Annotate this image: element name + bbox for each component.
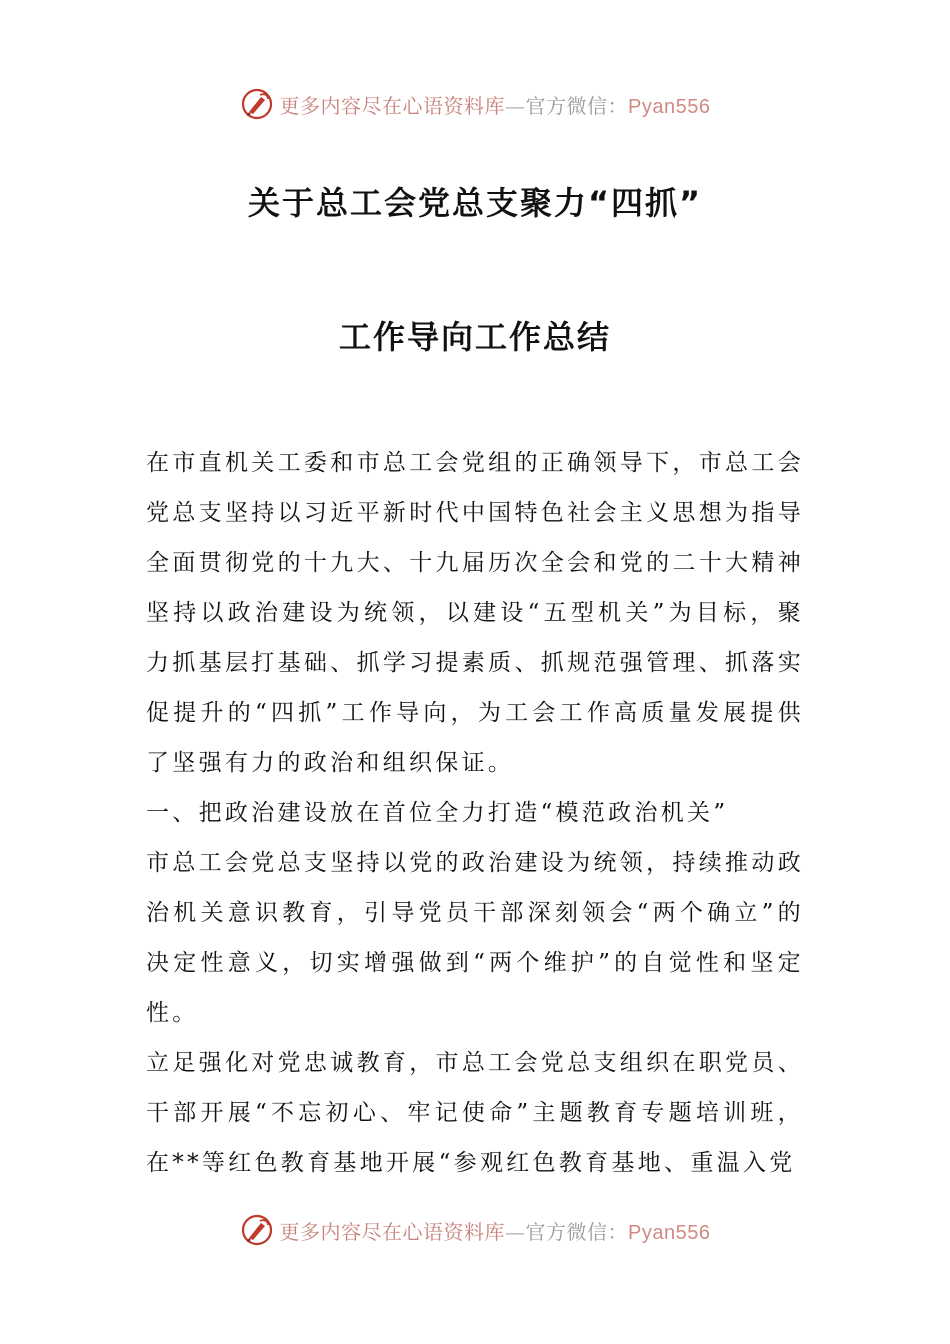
document-body: [146, 438, 804, 1188]
watermark-wechat-label: 官方微信：: [525, 1219, 629, 1244]
pen-nib-logo-icon: [240, 1213, 274, 1247]
footer-watermark: [0, 1210, 950, 1250]
watermark-separator: —: [505, 1219, 526, 1244]
watermark-wechat-label: 官方微信：: [525, 93, 629, 118]
document-title-line2: 工作导向工作总结: [338, 318, 611, 356]
watermark-text: [280, 1216, 711, 1245]
paragraph: 市总工会党总支坚持以党的政治建设为统领，持续推动政治机关意识教育，引导党员干部深刻领会“两个确立”的决定性意义，切实增强做到“两个维护”的自觉性和坚定性。: [146, 850, 804, 1026]
watermark-wechat-id: Pyan556: [628, 95, 711, 118]
document-title-line1: 关于总工会党总支聚力“四抓”: [247, 184, 703, 222]
paragraph: 在市直机关工委和市总工会党组的正确领导下，市总工会党总支坚持以习近平新时代中国特色社会主义思想为指导全面贯彻党的十九大、十九届历次全会和党的二十大精神坚持以政治建设为统领，以建设“五型机关”为目标，聚力抓基层打基础、抓学习提素质、抓规范强管理、抓落实促提升的“四抓”工作导向，为工会工作高质量发展提供了坚强有力的政治和组织保证。: [146, 450, 804, 776]
pen-nib-logo-icon: [240, 87, 274, 121]
watermark-main: 更多内容尽在心语资料库: [279, 1219, 506, 1244]
section-heading: 一、把政治建设放在首位全力打造“模范政治机关”: [146, 800, 729, 826]
watermark-text: [280, 90, 711, 119]
paragraph: 立足强化对党忠诚教育，市总工会党总支组织在职党员、干部开展“不忘初心、牢记使命”主题教育专题培训班，在**等红色教育基地开展“参观红色教育基地、重温入党: [146, 1050, 804, 1176]
watermark-main: 更多内容尽在心语资料库: [279, 93, 506, 118]
header-watermark: [0, 84, 950, 124]
watermark-separator: —: [505, 93, 526, 118]
watermark-wechat-id: Pyan556: [628, 1221, 711, 1244]
